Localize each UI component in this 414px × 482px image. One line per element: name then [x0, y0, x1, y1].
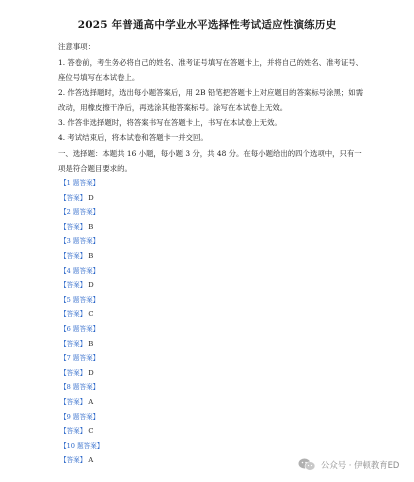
answer-bracket-label: 【答案】: [60, 427, 87, 436]
answer-bracket-label: 【4 题答案】: [60, 266, 100, 275]
question-answer-header: [60, 326, 99, 333]
answer-row: [60, 457, 93, 464]
answer-row: [60, 224, 93, 231]
answer-bracket-label: 【5 题答案】: [60, 295, 100, 304]
answer-value: A: [88, 398, 94, 406]
notice-line: 座位号填写在本试卷上。: [58, 73, 140, 82]
question-answer-header: [60, 355, 99, 362]
question-answer-header: [60, 180, 99, 187]
watermark-text: 公众号 · 伊顿教育ED: [321, 459, 400, 470]
answer-value: A: [88, 456, 94, 465]
answer-value: C: [88, 427, 94, 436]
answer-row: [60, 341, 93, 348]
answer-row: [60, 370, 94, 377]
answer-value: D: [88, 193, 94, 202]
answer-row: [60, 311, 93, 318]
answer-bracket-label: 【答案】: [60, 339, 87, 348]
answer-bracket-label: 【答案】: [60, 252, 87, 260]
answer-bracket-label: 【答案】: [60, 456, 87, 465]
notice-heading: 注意事项：: [58, 42, 95, 51]
section-heading: 一、选择题：本题共 16 小题，每小题 3 分，共 48 分。在每小题给出的四个选项中，只有一: [58, 149, 362, 158]
question-answer-header: [60, 238, 99, 245]
answer-bracket-label: 【答案】: [60, 398, 87, 406]
question-answer-header: [60, 268, 99, 275]
watermark: [298, 458, 399, 471]
answer-value: D: [88, 368, 94, 377]
answer-bracket-label: 【9 题答案】: [60, 412, 100, 421]
answer-bracket-label: 【8 题答案】: [60, 383, 100, 392]
answer-bracket-label: 【答案】: [60, 368, 87, 377]
answer-bracket-label: 【1 题答案】: [60, 179, 100, 187]
notice-line: 改动，用橡皮擦干净后，再选涂其他答案标号。涂写在本试卷上无效。: [58, 103, 288, 112]
answer-bracket-label: 【3 题答案】: [60, 237, 100, 246]
question-answer-header: [60, 297, 99, 304]
answer-value: B: [88, 252, 94, 260]
answer-value: C: [88, 310, 94, 319]
answer-row: [60, 282, 94, 289]
document-title: 2025 年普通高中学业水平选择性考试适应性演练历史: [77, 19, 337, 31]
answer-value: B: [88, 222, 94, 231]
question-answer-header: [60, 384, 99, 391]
answer-value: B: [88, 339, 94, 348]
question-answer-header: [60, 443, 103, 450]
section-heading-cont: 项是符合题目要求的。: [58, 164, 132, 173]
notice-line: 4. 考试结束后，将本试卷和答题卡一并交回。: [58, 133, 208, 142]
answer-bracket-label: 【答案】: [60, 281, 87, 290]
question-answer-header: [60, 414, 99, 421]
wechat-icon: [298, 458, 316, 471]
notice-line: 3. 作答非选择题时，将答案书写在答题卡上，书写在本试卷上无效。: [58, 118, 282, 127]
answer-bracket-label: 【答案】: [60, 222, 87, 231]
answer-row: [60, 399, 93, 406]
answer-bracket-label: 【10 题答案】: [60, 441, 104, 450]
answer-value: D: [88, 281, 94, 290]
answer-bracket-label: 【答案】: [60, 310, 87, 319]
answer-bracket-label: 【6 题答案】: [60, 325, 100, 333]
answer-bracket-label: 【答案】: [60, 193, 87, 202]
answer-row: [60, 428, 93, 435]
notice-line: 1. 答卷前，考生务必将自己的姓名、准考证号填写在答题卡上，并将自己的姓名、准考证号、: [58, 58, 364, 67]
answer-bracket-label: 【7 题答案】: [60, 354, 100, 363]
answer-row: [60, 253, 93, 260]
notice-line: 2. 作答选择题时，选出每小题答案后，用 2B 铅笔把答题卡上对应题目的答案标号涂黑；如需: [58, 88, 364, 97]
question-answer-header: [60, 209, 99, 216]
answer-bracket-label: 【2 题答案】: [60, 208, 100, 217]
answer-row: [60, 195, 94, 202]
